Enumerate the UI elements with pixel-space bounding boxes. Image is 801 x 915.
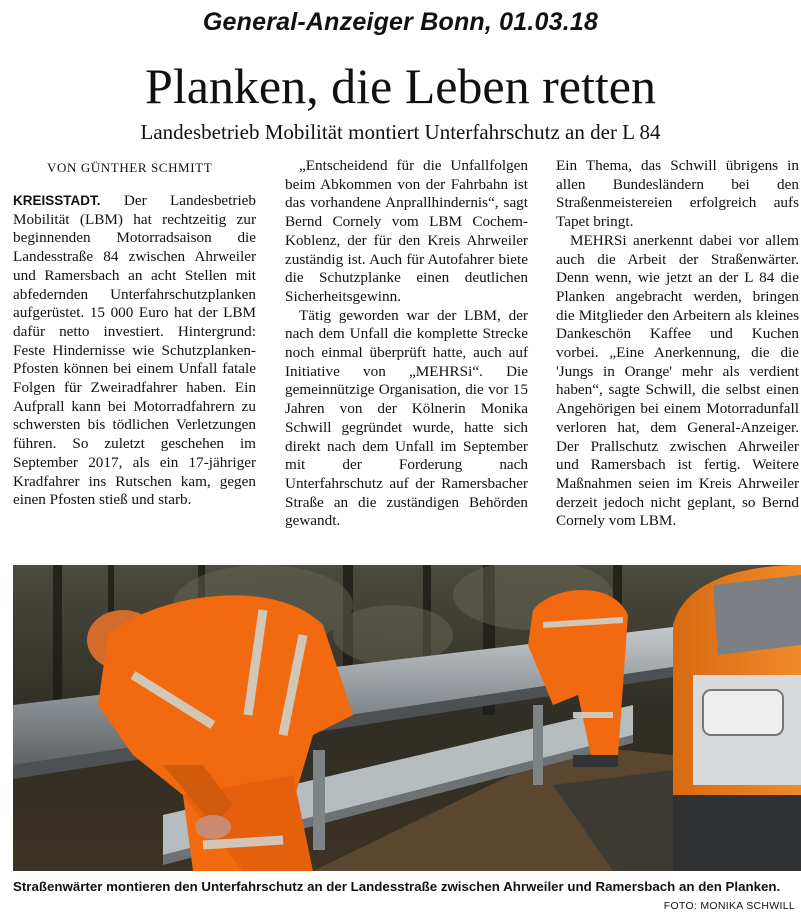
- paragraph: Ein Thema, das Schwill übrigens in allen Bundesländern bei den Straßenmeistereien erfolgreich aufs Tapet bringt.: [556, 157, 799, 231]
- article-column-2: [285, 157, 528, 531]
- photo-caption: Straßenwärter montieren den Unterfahrschutz an der Landesstraße zwischen Ahrweiler und Ramersbach an den Planken.: [13, 879, 781, 894]
- article-column-1: [13, 192, 256, 510]
- headline: Planken, die Leben retten: [145, 58, 656, 114]
- paragraph: Tätig geworden war der LBM, der nach dem Unfall die komplette Strecke noch einmal überprüft hatte, auch auf Initiative von „MEHRSi“. Die gemeinnützige Organisation, die vor 15 Jahren von der Kölnerin Monika Schwill gegründet wurde, hatte sich direkt nach dem Unfall im September mit der Forderung nach Unterfahrschutz auf der Ramersbacher Straße an die zuständigen Behörden gewandt.: [285, 306, 528, 530]
- subheadline: Landesbetrieb Mobilität montiert Unterfahrschutz an der L 84: [140, 120, 661, 144]
- source-line: General-Anzeiger Bonn, 01.03.18: [202, 8, 599, 36]
- article-column-3: [556, 157, 799, 531]
- truck: [673, 565, 801, 871]
- paragraph: MEHRSi anerkennt dabei vor allem auch die Arbeit der Straßenwärter. Denn wenn, wie jetzt an der L 84 die Planken angebracht werden, bringen die Mitglieder den Arbeitern als kleines Dankeschön Kaffee und Kuchen vorbei. „Eine Anerkennung, die die 'Jungs in Orange' mehr als verdient haben“, sagte Schwill, die selbst einen Angehörigen bei einem Motorradunfall verloren hat, dem General-Anzeiger. Der Prallschutz zwischen Ahrweiler und Ramersbach ist fertig. Weitere Maßnahmen seien im Kreis Ahrweiler derzeit jedoch nicht geplant, so Bernd Cornely vom LBM.: [556, 231, 799, 530]
- article-photo: [13, 565, 801, 871]
- paragraph: [13, 192, 256, 510]
- paragraph-text: Der Landesbetrieb Mobilität (LBM) hat rechtzeitig zur beginnenden Motorradsaison die Landesstraße 84 zwischen Ahrweiler und Ramersbach an acht Stellen mit abfedernden Unterfahrschutzplanken aufgerüstet. 15 000 Euro hat der LBM dafür netto investiert. Hintergrund: Feste Hindernisse wie Schutzplanken-Pfosten können bei einem Unfall fatale Folgen für Zweiradfahrer haben. Ein Aufprall kann bei Motorradfahrern zu schwersten bis tödlichen Verletzungen führen. So zuletzt geschehen im September 2017, als ein 17-jähriger Kradfahrer ins Rutschen kam, gegen einen Pfosten stieß und starb.: [13, 192, 256, 509]
- paragraph: „Entscheidend für die Unfallfolgen beim Abkommen von der Fahrbahn ist das vorhandene Anprallhindernis“, sagt Bernd Cornely vom LBM Cochem-Koblenz, der für den Kreis Ahrweiler zuständig ist. Auch für Autofahrer biete die Schutzplanke einen deutlichen Sicherheitsgewinn.: [285, 157, 528, 305]
- dateline: KREISSTADT.: [13, 193, 101, 208]
- photo-credit: FOTO: MONIKA SCHWILL: [658, 900, 795, 912]
- byline: VON GÜNTHER SCHMITT: [47, 160, 213, 175]
- photo-illustration: [13, 565, 801, 871]
